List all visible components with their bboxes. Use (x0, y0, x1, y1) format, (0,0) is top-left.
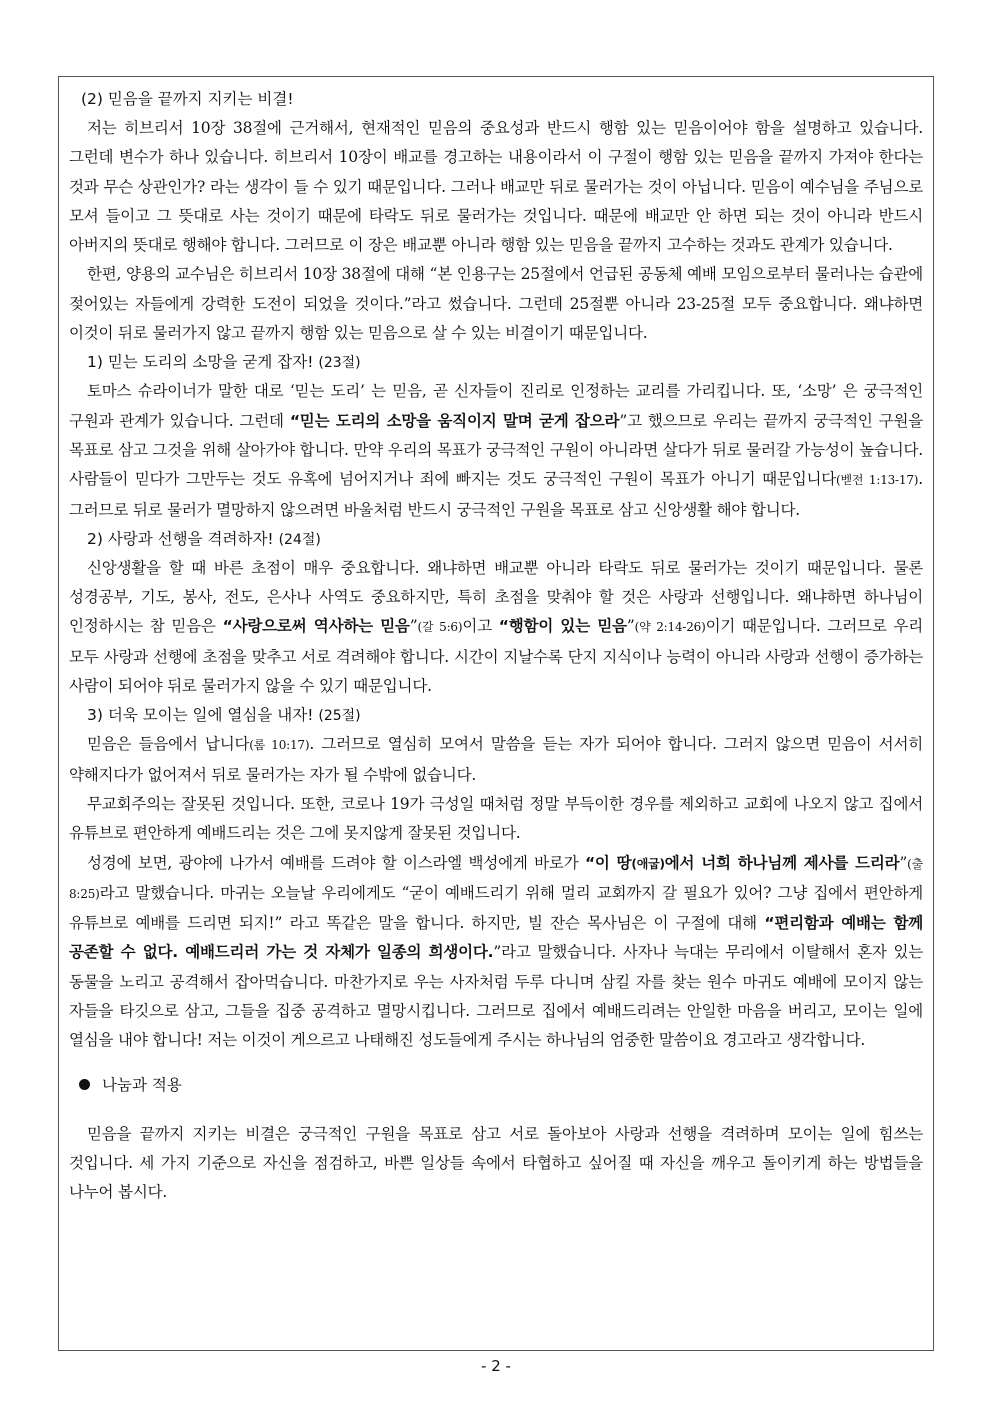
point-3-p3-c: ”라고 말했습니다. 사자나 늑대는 무리에서 이탈해서 혼자 있는 동물을 노리고 공격해서 잡아먹습니다. 마찬가지로 우는 사자처럼 두루 다니며 삼킬 자를 찾는 원수 마귀도 예배에 모이지 않는 자들을 타깃으로 삼고, 그들을 집중 공격하고 멸망시킵니다. 그러므로 집에서 예배드리려는 안일한 마음을 버리고, 모이는 일에 열심을 내야 합니다! 저는 이것이 게으르고 나태해진 성도들에게 주시는 하나님의 엄중한 말씀이요 경고라고 생각합니다. (69, 943, 924, 1050)
point-2-text-c: 이기 때문입니다. 그러므로 우리 모두 사랑과 선행에 초점을 맞추고 서로 격려해야 합니다. 시간이 지날수록 단지 지식이나 능력이 아니라 사랑과 선행이 증가하는 사람이 되어야 뒤로 물러가지 않을 수 있기 때문입니다. (69, 617, 924, 696)
point-2-small-ref-1: (갈 5:6) (417, 620, 463, 635)
section-title: (2) 믿음을 끝까지 지키는 비결! (81, 90, 294, 108)
point-2-quote-close-1: ” (409, 617, 418, 636)
point-3-p3-ref: (출 8:25) (69, 856, 924, 901)
point-3-ref: (25절) (318, 708, 361, 725)
point-3-paragraph-2: 무교회주의는 잘못된 것입니다. 또한, 코로나 19가 극성일 때처럼 정말 부득이한 경우를 제외하고 교회에 나오지 않고 집에서 유튜브로 편안하게 예배드리는 것은 그에 못지않게 잘못된 것입니다. (69, 794, 923, 843)
point-3-p3-bold-small: (애굽) (631, 856, 665, 871)
point-3-p3-a: 성경에 보면, 광야에 나가서 예배를 드려야 할 이스라엘 백성에게 바로가 (87, 853, 585, 872)
point-1-heading (69, 348, 923, 377)
point-3-p1-b: . 그러므로 열심히 모여서 말씀을 듣는 자가 되어야 합니다. 그러지 않으면 믿음이 서서히 약해지다가 없어져서 뒤로 물러가는 자가 될 수밖에 없습니다. (69, 735, 923, 784)
bullet-icon (79, 1079, 90, 1090)
point-2-text-b: 이고 (462, 617, 499, 636)
point-2-bold-2: “행함이 있는 믿음 (498, 617, 627, 636)
point-2-quote-close-2: ” (626, 617, 635, 636)
point-1-text-a: 토마스 슈라이너가 말한 대로 ‘믿는 도리’ 는 믿음, 곧 신자들이 진리로 인정하는 교리를 가리킵니다. 또, ‘소망’ 은 궁극적인 구원과 관계가 있습니다. 그런데 (69, 382, 923, 430)
point-3-paragraph-1 (69, 730, 923, 790)
point-1-small-ref: (벧전 1:13-17) (836, 473, 919, 488)
point-3-title: 3) 더욱 모이는 일에 열심을 내자! (87, 706, 314, 725)
point-3-heading (69, 701, 923, 730)
point-3-p3-b: 라고 말했습니다. 마귀는 오늘날 우리에게도 “굳이 예배드리기 위해 멀리 교회까지 갈 필요가 있어? 그냥 집에서 편안하게 유튜브로 예배를 드리면 되지!” 라고 똑같은 말을 합니다. 하지만, 빌 잔슨 목사님은 이 구절에 대해 (69, 883, 923, 933)
point-3-p3-bold-3: “편리함과 예배는 함께 공존할 수 없다. 예배드리러 가는 것 자체가 일종의 희생이다. (69, 914, 923, 962)
point-2-title: 2) 사랑과 선행을 격려하자! (87, 529, 274, 548)
point-3-p1-a: 믿음은 들음에서 납니다 (87, 735, 250, 754)
page-number: - 2 - (481, 1357, 511, 1375)
content-frame (58, 76, 934, 1351)
point-2-heading (69, 525, 923, 554)
point-2-ref: (24절) (278, 531, 321, 548)
point-1-title: 1) 믿는 도리의 소망을 굳게 잡자! (87, 353, 314, 372)
point-3-p3-close: ” (899, 853, 908, 872)
point-3-p3-bold-1: “이 땅 (584, 853, 632, 872)
point-1-paragraph (69, 377, 923, 524)
point-3-p3-bold-2: 에서 너희 하나님께 제사를 드리라 (664, 853, 900, 872)
point-1-text-c: . 그러므로 뒤로 물러가 멸망하지 않으려면 바울처럼 반드시 궁극적인 구원을 목표로 삼고 신앙생활 해야 합니다. (69, 470, 924, 519)
point-1-text-b: ”고 했으므로 우리는 끝까지 궁극적인 구원을 목표로 삼고 그것을 위해 살아가야 합니다. 만약 우리의 목표가 궁극적인 구원이 아니라면 살다가 뒤로 물러갈 가능성이 높습니다. 사람들이 믿다가 그만두는 것도 유혹에 넘어지거나 죄에 빠지는 것도 궁극적인 구원이 목표가 아니기 때문입니다 (69, 411, 924, 489)
point-2-small-ref-2: (약 2:14-26) (634, 620, 706, 635)
point-1-bold: “믿는 도리의 소망을 움직이지 말며 굳게 잡으라 (289, 411, 620, 430)
point-3-p1-ref: (롬 10:17) (249, 738, 310, 753)
sharing-paragraph: 믿음을 끝까지 지키는 비결은 궁극적인 구원을 목표로 삼고 서로 돌아보아 사랑과 선행을 격려하며 모이는 일에 힘쓰는 것입니다. 세 가지 기준으로 자신을 점검하고, 바쁜 일상들 속에서 타협하고 싶어질 때 자신을 깨우고 돌이키게 하는 방법들을 나누어 봅시다. (69, 1124, 923, 1202)
point-2-text-a: 신앙생활을 할 때 바른 초점이 매우 중요합니다. 왜냐하면 배교뿐 아니라 타락도 뒤로 물러가는 것이기 때문입니다. 물론 성경공부, 기도, 봉사, 전도, 은사나 사역도 중요하지만, 특히 초점을 맞춰야 할 것은 사랑과 선행입니다. 왜냐하면 하나님이 인정하시는 참 믿음은 (69, 558, 923, 636)
sharing-heading (79, 1070, 923, 1100)
point-2-bold-1: “사랑으로써 역사하는 믿음 (222, 617, 410, 636)
point-1-ref: (23절) (318, 355, 361, 372)
point-2-paragraph (69, 554, 923, 701)
sharing-title: 나눔과 적용 (102, 1075, 182, 1094)
intro-paragraph-1: 저는 히브리서 10장 38절에 근거해서, 현재적인 믿음의 중요성과 반드시 행함 있는 믿음이어야 함을 설명하고 있습니다. 그런데 변수가 하나 있습니다. 히브리서 10장이 배교를 경고하는 내용이라서 이 구절이 행함 있는 믿음을 끝까지 가져야 한다는 것과 무슨 상관인가? 라는 생각이 들 수 있기 때문입니다. 그러나 배교만 뒤로 물러가는 것이 아닙니다. 믿음이 예수님을 주님으로 모셔 들이고 그 뜻대로 사는 것이기 때문에 타락도 뒤로 물러가는 것입니다. 때문에 배교만 안 하면 되는 것이 아니라 반드시 아버지의 뜻대로 행해야 합니다. 그러므로 이 장은 배교뿐 아니라 행함 있는 믿음을 끝까지 고수하는 것과도 관계가 있습니다. (69, 119, 923, 255)
point-3-paragraph-3 (69, 849, 923, 1056)
intro-paragraph-2: 한편, 양용의 교수님은 히브리서 10장 38절에 대해 “본 인용구는 25절에서 언급된 공동체 예배 모임으로부터 물러나는 습관에 젖어있는 자들에게 강력한 도전이 되었을 것이다.”라고 썼습니다. 그런데 25절뿐 아니라 23-25절 모두 중요합니다. 왜냐하면 이것이 뒤로 물러가지 않고 끝까지 행함 있는 믿음으로 살 수 있는 비결이기 때문입니다. (69, 265, 923, 343)
